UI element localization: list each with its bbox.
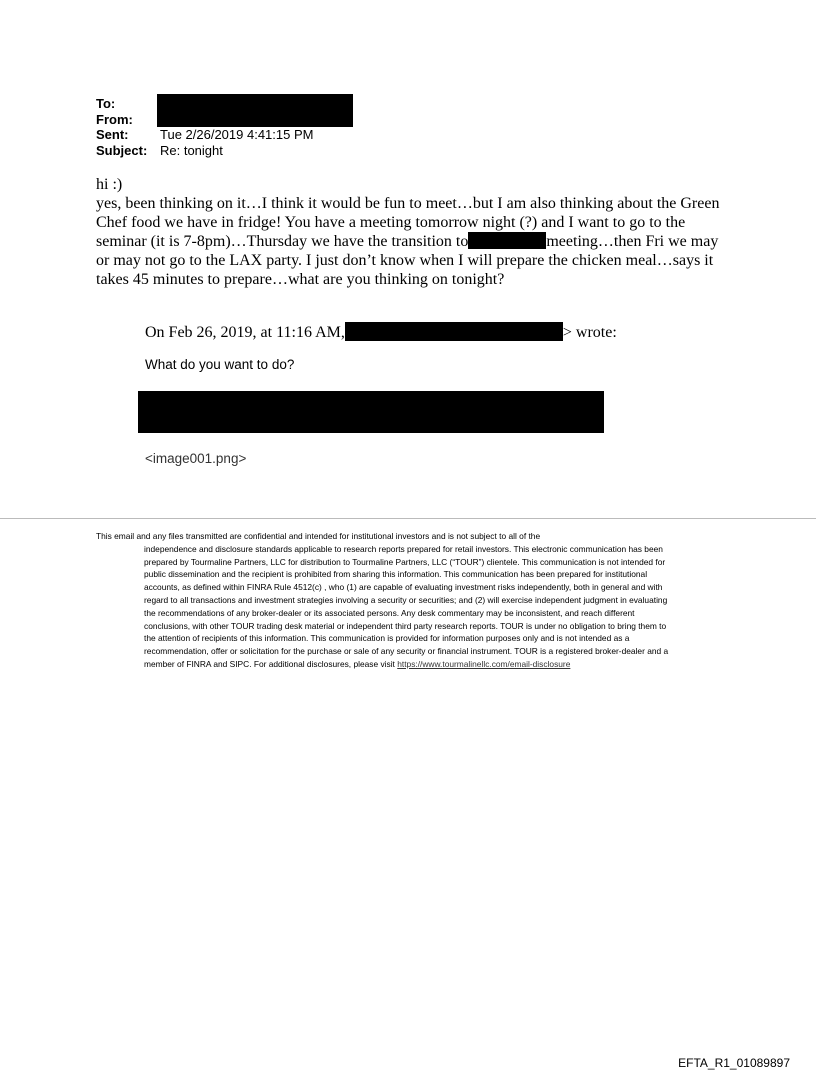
subject-value: Re: tonight [160, 142, 223, 158]
quoted-intro-date: On Feb 26, 2019, at 11:16 AM, [145, 324, 345, 341]
sent-value: Tue 2/26/2019 4:41:15 PM [160, 127, 314, 142]
disclosure-link[interactable]: https://www.tourmalinellc.com/email-disclosure [397, 658, 571, 669]
redaction-to-from [157, 94, 353, 127]
disclaimer-text: independence and disclosure standards applicable to research reports prepared for retail investors. This electronic communication has been prepared by Tourmaline Partners, LLC for distribution to Tourmaline Partners, LLC (“TOUR”) clientele. This communication is not intended for public dissemination and the recipient is prohibited from sharing this information. This communication has been prepared for institutional accounts, as defined within FINRA Rule 4512(c) , who (1) are capable of evaluating investment risks independently, both in general and with regard to all transactions and investment strategies involving a security or securities; and (2) will exercise independent judgment in evaluating the recommendations of any broker-dealer or its associated persons. Any desk commentary may be inconsistent, and reach different conclusions, with other TOUR trading desk material or independent third party research reports. TOUR is under no obligation to bring them to the attention of recipients of this information. This communication is provided for information purposes only and is not intended as a recommendation, offer or solicitation for the purchase or sale of any security or financial instrument. TOUR is a registered broker-dealer and a member of FINRA and SIPC. For additional disclosures, please visit [144, 543, 669, 669]
body-line: or may not go to the LAX party. I just don’t know when I will prepare the chicken meal…says it [96, 252, 714, 269]
body-line: Chef food we have in fridge! You have a meeting tomorrow night (?) and I want to go to the [96, 214, 686, 231]
from-label: From: [96, 111, 133, 127]
subject-row [96, 143, 313, 159]
bates-number: EFTA_R1_01089897 [678, 1056, 790, 1070]
legal-disclaimer [96, 530, 676, 671]
redaction-inline [468, 232, 546, 249]
body-line: takes 45 minutes to prepare…what are you thinking on tonight? [96, 271, 505, 288]
quoted-intro [145, 322, 617, 342]
body-line-part: meeting…then Fri we may [546, 233, 719, 250]
to-label: To: [96, 96, 116, 111]
redaction-signature [138, 391, 604, 433]
quoted-question: What do you want to do? [145, 357, 295, 372]
body-line: yes, been thinking on it…I think it would be fun to meet…but I am also thinking about the Green [96, 195, 720, 212]
body-greeting: hi :) [96, 176, 123, 193]
body-line-part: seminar (it is 7-8pm)…Thursday we have the transition to [96, 233, 469, 250]
email-body [96, 175, 736, 289]
sent-row [96, 127, 313, 143]
sent-label: Sent: [96, 127, 129, 142]
disclaimer-first-line: This email and any files transmitted are confidential and intended for institutional investors and is not subject to all of the [96, 531, 541, 541]
redaction-sender [345, 322, 563, 341]
subject-label: Subject: [96, 142, 148, 158]
quoted-intro-wrote: > wrote: [562, 324, 617, 341]
divider [0, 518, 816, 519]
body-line-redacted [96, 232, 736, 251]
disclaimer-body [144, 543, 676, 671]
image-attachment-ref: <image001.png> [145, 451, 247, 466]
